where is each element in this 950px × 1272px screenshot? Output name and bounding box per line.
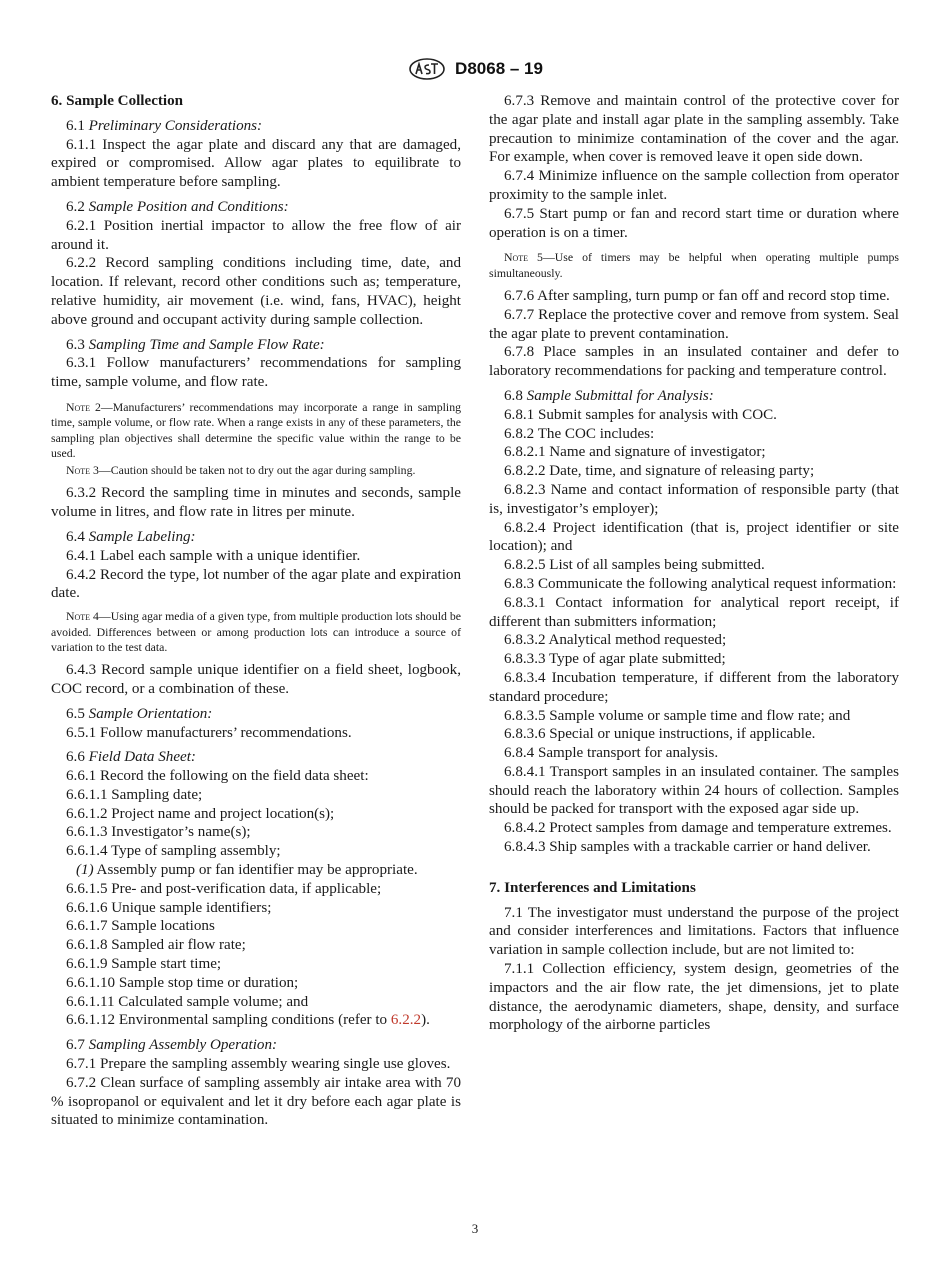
item-6-8-3-1: 6.8.3.1 Contact information for analytical report receipt, if different than submitters information; xyxy=(489,594,899,630)
paragraph-6-7-4: 6.7.4 Minimize influence on the sample collection from operator proximity to the sample inlet. xyxy=(489,168,899,203)
item-6-6-1-12: 6.6.1.12 Environmental sampling conditions (refer to 6.2.2). xyxy=(66,1012,430,1029)
note-4: Note 4—Using agar media of a given type, from multiple production lots should be avoided. Differences between or among production lots can introduce a source of variation to the test data. xyxy=(51,609,461,654)
item-6-6-1-8: 6.6.1.8 Sampled air flow rate; xyxy=(66,937,246,954)
item-6-8-2-1: 6.8.2.1 Name and signature of investigator; xyxy=(504,444,766,461)
paragraph-6-6-1: 6.6.1 Record the following on the field data sheet: xyxy=(66,768,369,785)
item-6-6-1-6: 6.6.1.6 Unique sample identifiers; xyxy=(66,899,272,916)
right-column xyxy=(489,92,899,1035)
item-6-6-1-11: 6.6.1.11 Calculated sample volume; and xyxy=(66,993,309,1010)
subsection-6-1-heading: 6.1 Preliminary Considerations: xyxy=(66,117,263,134)
note-5: Note 5—Use of timers may be helpful when operating multiple pumps simultaneously. xyxy=(489,250,899,280)
paragraph-6-3-1: 6.3.1 Follow manufacturers’ recommendations for sampling time, sample volume, and flow rate. xyxy=(51,355,461,391)
note-2: Note 2—Manufacturers’ recommendations may incorporate a range in sampling time, sample volume, or flow rate. When a range exists in any of these parameters, the sampling plan objectives shall determine the specific value within the range to be used. xyxy=(51,399,461,460)
cross-reference-link[interactable]: 6.2.2 xyxy=(390,1012,422,1029)
paragraph-7-1: 7.1 The investigator must understand the purpose of the project and consider interferences and limitations. Factors that influence variation in sample collection include, but are not limited to: xyxy=(489,904,899,959)
item-6-6-1-5: 6.6.1.5 Pre- and post-verification data, if applicable; xyxy=(66,880,382,897)
subsection-6-2-heading: 6.2 Sample Position and Conditions: xyxy=(66,198,289,215)
paragraph-6-8-3: 6.8.3 Communicate the following analytical request information: xyxy=(504,575,897,592)
paragraph-6-8-1: 6.8.1 Submit samples for analysis with COC. xyxy=(504,406,777,423)
item-6-6-1-10: 6.6.1.10 Sample stop time or duration; xyxy=(66,974,299,991)
subsection-6-6-heading: 6.6 Field Data Sheet: xyxy=(66,749,196,766)
paragraph-6-2-1: 6.2.1 Position inertial impactor to allow the free flow of air around it. xyxy=(51,217,461,253)
section-6-heading: 6. Sample Collection xyxy=(51,93,184,109)
item-6-8-4-3: 6.8.4.3 Ship samples with a trackable carrier or hand deliver. xyxy=(504,839,871,856)
item-6-6-1-4-sub-1: (1) Assembly pump or fan identifier may be appropriate. xyxy=(76,862,418,879)
item-6-8-4-2: 6.8.4.2 Protect samples from damage and temperature extremes. xyxy=(504,820,892,837)
item-6-6-1-9: 6.6.1.9 Sample start time; xyxy=(66,956,222,973)
subsection-6-7-heading: 6.7 Sampling Assembly Operation: xyxy=(66,1037,278,1054)
document-designation: D8068 – 19 xyxy=(455,59,543,78)
item-6-6-1-2: 6.6.1.2 Project name and project location(s); xyxy=(66,805,335,822)
paragraph-6-7-5: 6.7.5 Start pump or fan and record start time or duration where operation is on a timer. xyxy=(489,205,899,241)
paragraph-6-7-3: 6.7.3 Remove and maintain control of the protective cover for the agar plate and install agar plate in the sampling assembly. Take precaution to minimize contamination of the cover and the agar. For example, when cover is removed leave it open side down. xyxy=(489,93,899,166)
section-7-heading: 7. Interferences and Limitations xyxy=(489,879,696,896)
paragraph-6-5-1: 6.5.1 Follow manufacturers’ recommendations. xyxy=(66,724,352,741)
item-6-8-2-3: 6.8.2.3 Name and contact information of responsible party (that is, investigator’s employer); xyxy=(489,481,899,517)
paragraph-6-2-2: 6.2.2 Record sampling conditions including time, date, and location. If relevant, record other conditions such as; temperature, relative humidity, air movement (i.e. wind, fans, HVAC), height above ground and occupant activity during sample collection. xyxy=(51,255,461,328)
item-6-6-1-4: 6.6.1.4 Type of sampling assembly; xyxy=(66,843,281,860)
paragraph-7-1-1: 7.1.1 Collection efficiency, system design, geometries of the impactors and the air flow rate, the jet dimensions, jet to plate distance, the aerodynamic diameters, shape, density, and surface morphology of the airborne particles xyxy=(489,961,899,1034)
item-6-6-1-7: 6.6.1.7 Sample locations xyxy=(66,918,215,935)
subsection-6-4-heading: 6.4 Sample Labeling: xyxy=(66,529,196,546)
paragraph-6-4-1: 6.4.1 Label each sample with a unique identifier. xyxy=(66,547,361,564)
page-header xyxy=(0,57,950,81)
item-6-8-3-2: 6.8.3.2 Analytical method requested; xyxy=(504,632,727,649)
astm-logo-icon xyxy=(407,57,447,81)
paragraph-6-7-2: 6.7.2 Clean surface of sampling assembly air intake area with 70 % isopropanol or equivalent and let it dry before each agar plate is situated to minimize contamination. xyxy=(51,1074,461,1129)
item-6-8-3-3: 6.8.3.3 Type of agar plate submitted; xyxy=(504,651,726,668)
paragraph-6-7-6: 6.7.6 After sampling, turn pump or fan off and record stop time. xyxy=(504,287,890,304)
paragraph-6-7-7: 6.7.7 Replace the protective cover and remove from system. Seal the agar plate to prevent contamination. xyxy=(489,306,899,342)
item-6-6-1-3: 6.6.1.3 Investigator’s name(s); xyxy=(66,824,251,841)
item-6-8-3-4: 6.8.3.4 Incubation temperature, if different from the laboratory standard procedure; xyxy=(489,669,899,705)
page-number: 3 xyxy=(471,1221,479,1236)
item-6-8-2-5: 6.8.2.5 List of all samples being submitted. xyxy=(504,557,765,574)
left-column xyxy=(51,92,461,1130)
subsection-6-5-heading: 6.5 Sample Orientation: xyxy=(66,705,213,722)
paragraph-6-8-2: 6.8.2 The COC includes: xyxy=(504,425,655,442)
subsection-6-3-heading: 6.3 Sampling Time and Sample Flow Rate: xyxy=(66,336,325,353)
paragraph-6-3-2: 6.3.2 Record the sampling time in minutes and seconds, sample volume in litres, and flow rate in litres per minute. xyxy=(51,485,461,521)
paragraph-6-1-1: 6.1.1 Inspect the agar plate and discard any that are damaged, expired or compromised. Allow agar plates to equilibrate to ambient temperature before sampling. xyxy=(51,136,461,191)
note-3: Note 3—Caution should be taken not to dry out the agar during sampling. xyxy=(66,463,416,478)
item-6-6-1-1: 6.6.1.1 Sampling date; xyxy=(66,786,203,803)
paragraph-6-4-3: 6.4.3 Record sample unique identifier on a field sheet, logbook, COC record, or a combination of these. xyxy=(51,662,461,697)
item-6-8-2-2: 6.8.2.2 Date, time, and signature of releasing party; xyxy=(504,463,815,480)
item-6-8-3-5: 6.8.3.5 Sample volume or sample time and flow rate; and xyxy=(504,707,851,724)
item-6-8-3-6: 6.8.3.6 Special or unique instructions, if applicable. xyxy=(504,726,816,743)
subsection-6-8-heading: 6.8 Sample Submittal for Analysis: xyxy=(504,387,714,404)
paragraph-6-8-4: 6.8.4 Sample transport for analysis. xyxy=(504,745,719,762)
item-6-8-4-1: 6.8.4.1 Transport samples in an insulated container. The samples should reach the laboratory within 24 hours of collection. Samples should be packed for transport with the exposed agar side up. xyxy=(489,763,899,818)
item-6-8-2-4: 6.8.2.4 Project identification (that is, project identifier or site location); and xyxy=(489,519,899,555)
paragraph-6-7-8: 6.7.8 Place samples in an insulated container and defer to laboratory recommendations for packing and temperature control. xyxy=(489,344,899,380)
paragraph-6-7-1: 6.7.1 Prepare the sampling assembly wearing single use gloves. xyxy=(66,1056,451,1073)
paragraph-6-4-2: 6.4.2 Record the type, lot number of the agar plate and expiration date. xyxy=(51,566,461,602)
